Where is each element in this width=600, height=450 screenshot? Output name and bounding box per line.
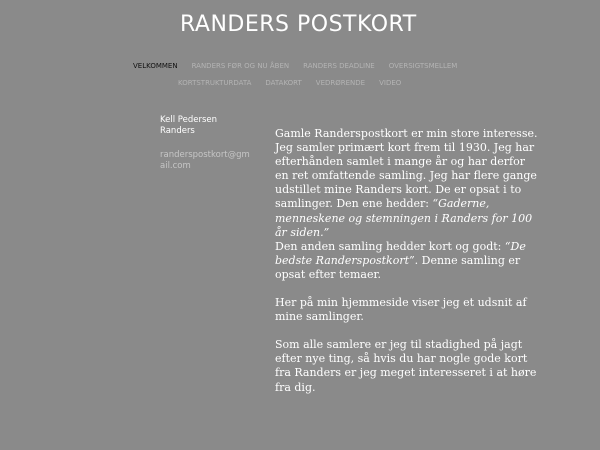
intro-text: Gamle Randerspostkort er min store interesse. Jeg samler primært kort frem til 1930. Jeg har efterhånden samlet i mange år og har derfor en ret omfattende samling. Jeg har flere gange udstillet mine Randers kort. De er opsat i to samlinger. Den ene hedder: [275, 127, 538, 211]
nav-item-4[interactable]: OVERSIGTSMELLEM [388, 62, 458, 70]
collector-paragraph: Som alle samlere er jeg til stadighed på jagt efter nye ting, så hvis du har nogle gode kort fra Randers er jeg meget interesseret i at høre fra dig. [275, 338, 537, 394]
contact-info [160, 115, 255, 172]
nav-item-velkommen[interactable]: VELKOMMEN [133, 62, 178, 70]
nav-item-8[interactable]: VIDEO [379, 79, 402, 87]
nav-row-2 [133, 75, 453, 92]
collection-title-1: “Gaderne, menneskene og stemningen i Randers for 100 år siden.” [275, 197, 533, 239]
main-content [275, 127, 540, 409]
site-title[interactable]: RANDERS POSTKORT [180, 12, 417, 37]
contact-city: Randers [160, 126, 195, 136]
main-nav [133, 58, 458, 92]
collection-title-2: “De bedste Randerspostkort” [275, 239, 526, 267]
nav-row-1 [133, 58, 458, 75]
second-collection-intro: Den anden samling hedder kort og godt: [275, 239, 505, 253]
second-collection-paragraph [275, 240, 540, 282]
nav-item-5[interactable]: KORTSTRUKTURDATA [178, 79, 252, 87]
nav-item-3[interactable]: RANDERS DEADLINE [303, 62, 375, 70]
contact-email-link[interactable]: randerspostkort@gmail.com [160, 150, 250, 171]
nav-item-6[interactable]: DATAKORT [265, 79, 302, 87]
nav-item-2[interactable]: RANDERS FØR OG NU ÅBEN [191, 62, 290, 70]
contact-name: Kell Pedersen [160, 115, 218, 125]
intro-paragraph [275, 127, 540, 240]
second-collection-text: . Denne samling er opsat efter temaer. [275, 253, 521, 281]
homepage-paragraph: Her på min hjemmeside viser jeg et udsnit af mine samlinger. [275, 296, 527, 324]
nav-item-7[interactable]: VEDRØRENDE [315, 79, 366, 87]
